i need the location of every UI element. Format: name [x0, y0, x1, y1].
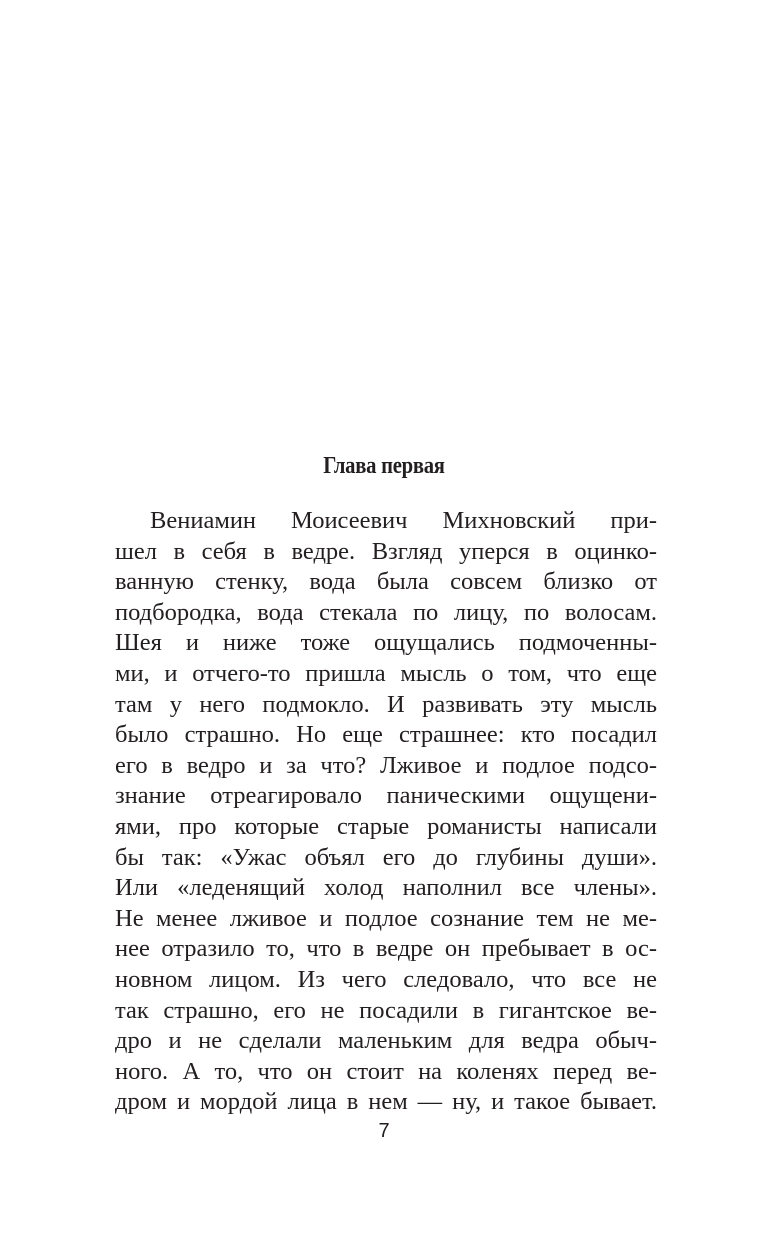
chapter-body-paragraph — [115, 506, 657, 1118]
text-line: подбородка, вода стекала по лицу, по волосам. — [115, 598, 657, 626]
text-line: знание отреагировало паническими ощущени- — [115, 782, 657, 810]
text-line: дром и мордой лица в нем — ну, и такое бывает. — [115, 1088, 657, 1116]
text-line: было страшно. Но еще страшнее: кто посадил — [115, 721, 657, 749]
text-line: ванную стенку, вода была совсем близко от — [115, 568, 657, 596]
text-line: его в ведро и за что? Лживое и подлое подсо- — [115, 751, 657, 779]
text-line: дро и не сделали маленьким для ведра обыч- — [115, 1027, 657, 1055]
text-line: Или «леденящий холод наполнил все члены». — [115, 874, 657, 902]
text-line: так страшно, его не посадили в гигантское ве- — [115, 996, 657, 1024]
text-line: новном лицом. Из чего следовало, что все не — [115, 965, 657, 993]
text-line: ями, про которые старые романисты написали — [115, 812, 657, 840]
text-line: Не менее лживое и подлое сознание тем не ме- — [115, 904, 657, 932]
text-line: Вениамин Моисеевич Михновский при- — [150, 507, 657, 534]
text-line: ного. А то, что он стоит на коленях перед ве- — [115, 1057, 657, 1085]
text-line: Шея и ниже тоже ощущались подмоченны- — [115, 629, 657, 657]
text-line: шел в себя в ведре. Взгляд уперся в оцинко- — [115, 537, 657, 565]
chapter-title: Глава первая — [323, 453, 445, 479]
page-number: 7 — [378, 1120, 390, 1142]
text-line: нее отразило то, что в ведре он пребывает в ос- — [115, 935, 657, 963]
text-line: там у него подмокло. И развивать эту мысль — [115, 690, 657, 718]
text-line: ми, и отчего-то пришла мысль о том, что еще — [115, 659, 657, 687]
text-line: бы так: «Ужас объял его до глубины души». — [115, 843, 657, 871]
